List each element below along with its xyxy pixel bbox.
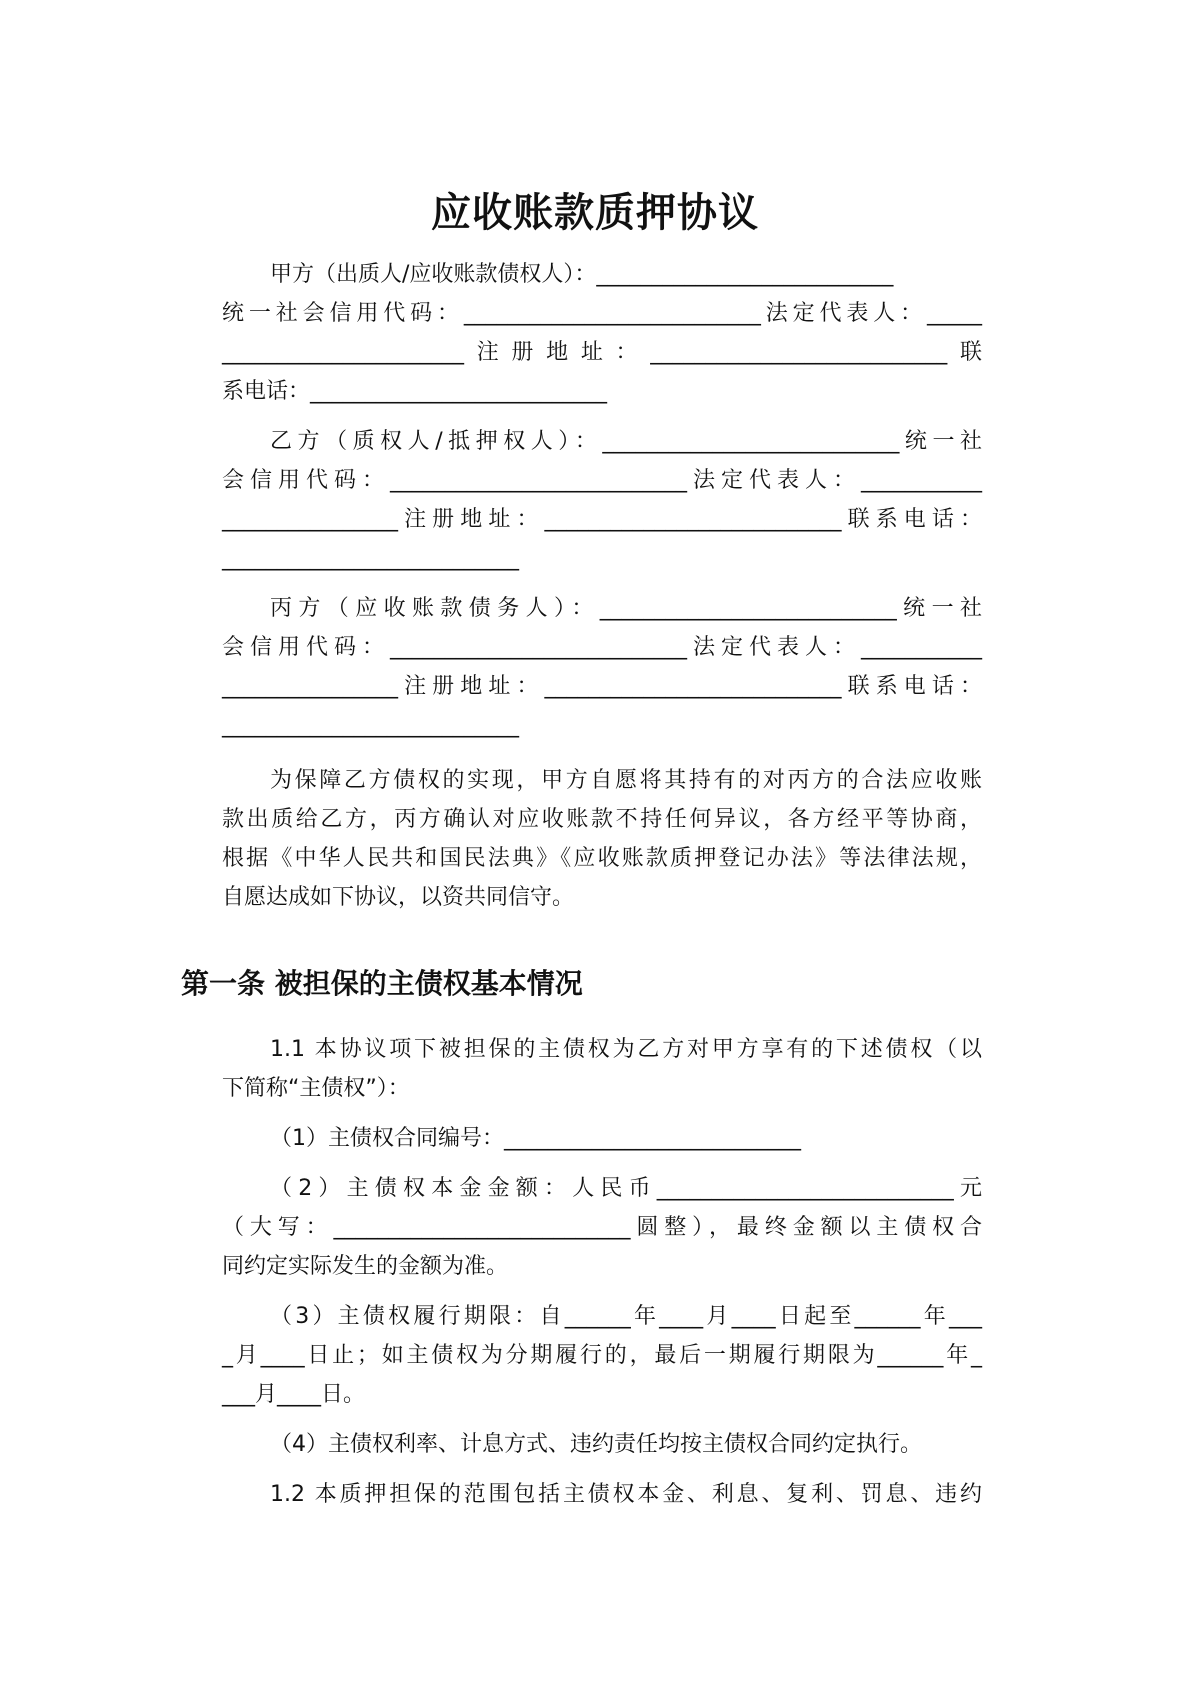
preamble-line-3: 根据《中华人民共和国民法典》《应收账款质押登记办法》等法律法规， — [222, 846, 982, 871]
party-b-line-4: ___________________________ — [222, 546, 519, 571]
item-3-line-1: （3）主债权履行期限：自______年____月____日起至______年___ — [270, 1304, 982, 1329]
document-title: 应收账款质押协议 — [431, 190, 759, 236]
party-b-line-2: 会信用代码：___________________________法定代表人：___________ — [222, 468, 982, 493]
item-2-line-2: （大写：___________________________圆整），最终金额以主债权合 — [222, 1215, 982, 1240]
party-a-line-1: 甲方（出质人/应收账款债权人）：___________________________ — [270, 262, 894, 287]
item-2-line-1: （2）主债权本金金额：人民币___________________________元 — [270, 1176, 982, 1201]
party-c-line-1: 丙方（应收账款债务人）：___________________________统一社 — [270, 596, 982, 621]
party-c-line-4: ___________________________ — [222, 713, 519, 738]
clause-1-1-line-2: 下简称“主债权”）： — [222, 1076, 410, 1101]
preamble-line-2: 款出质给乙方，丙方确认对应收账款不持任何异议，各方经平等协商， — [222, 807, 982, 832]
party-b-line-1: 乙方（质权人/抵押权人）：___________________________统一社 — [270, 429, 982, 454]
item-4-line-1: （4）主债权利率、计息方式、违约责任均按主债权合同约定执行。 — [270, 1432, 922, 1457]
party-c-line-3: ________________注册地址：___________________________联系电话： — [222, 674, 982, 699]
preamble-line-1: 为保障乙方债权的实现，甲方自愿将其持有的对丙方的合法应收账 — [270, 768, 982, 793]
item-2-line-3: 同约定实际发生的金额为准。 — [222, 1254, 509, 1279]
party-b-line-3: ________________注册地址：___________________________联系电话： — [222, 507, 982, 532]
preamble-line-4: 自愿达成如下协议，以资共同信守。 — [222, 885, 575, 910]
item-3-line-2: _月____日止；如主债权为分期履行的，最后一期履行期限为______年_ — [222, 1343, 982, 1368]
clause-1-1-line-1: 1.1 本协议项下被担保的主债权为乙方对甲方享有的下述债权（以 — [270, 1037, 982, 1062]
clause-1-2-line-1: 1.2 本质押担保的范围包括主债权本金、利息、复利、罚息、违约 — [270, 1482, 982, 1507]
party-c-line-2: 会信用代码：___________________________法定代表人：___________ — [222, 635, 982, 660]
item-1-line-1: （1）主债权合同编号：___________________________ — [270, 1126, 801, 1151]
article-1-heading: 第一条 被担保的主债权基本情况 — [181, 967, 583, 1000]
item-3-line-3: ___月____日。 — [222, 1382, 366, 1407]
party-a-line-3: ______________________注册地址：___________________________联 — [222, 340, 982, 365]
party-a-line-2: 统一社会信用代码：___________________________法定代表人：_____ — [222, 301, 982, 326]
party-a-line-4: 系电话：___________________________ — [222, 379, 608, 404]
